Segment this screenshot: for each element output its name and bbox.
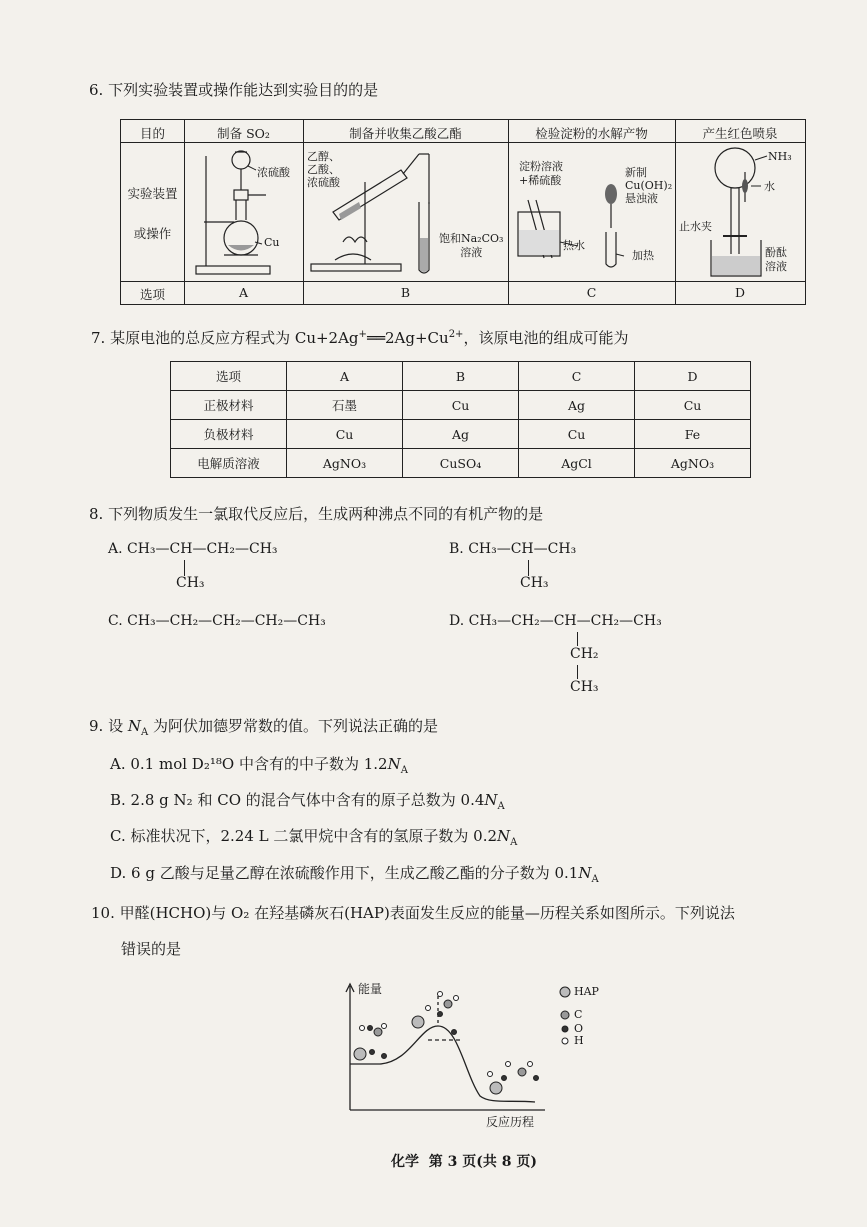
ester-solution-label: 溶液	[460, 246, 483, 259]
q9-option-d: D. 6 g 乙酸与足量乙醇在浓硫酸作用下，生成乙酸乙酯的分子数为 $0.1N_A$	[110, 864, 599, 885]
q10-stem-line1: 10. 甲醛(HCHO)与 O₂ 在羟基磷灰石(HAP)表面发生反应的能量—历程关系如图所示。下列说法	[91, 904, 735, 922]
q8-option-d-branch1: CH₂	[570, 646, 599, 662]
q6-header-b: 制备并收集乙酸乙酯	[349, 126, 462, 141]
table-row: 电解质溶液 AgNO₃ CuSO₄ AgCl AgNO₃	[171, 449, 751, 478]
q8-option-c: C. CH₃—CH₂—CH₂—CH₂—CH₃	[108, 613, 326, 629]
legend-o: O	[574, 1022, 584, 1035]
legend-h: H	[574, 1034, 584, 1047]
q6-table	[120, 119, 806, 305]
ester-reagent-3: 浓硫酸	[307, 176, 340, 189]
q6-row-label-2: 或操作	[133, 226, 172, 241]
q6-header-d: 产生红色喷泉	[702, 126, 778, 141]
q8-option-a-branch: CH₃	[176, 575, 205, 591]
q8-option-d: D. CH₃—CH₂—CH—CH₂—CH₃	[449, 613, 662, 629]
suspension-label: 悬浊液	[625, 192, 658, 205]
fresh-label: 新制	[625, 166, 647, 179]
clamp-label: 止水夹	[679, 220, 712, 233]
q8-stem: 8. 下列物质发生一氯取代反应后，生成两种沸点不同的有机产物的是	[89, 505, 544, 523]
phenolphthalein-label: 酚酞	[765, 246, 787, 259]
starch-solution-label: 淀粉溶液	[519, 160, 563, 173]
q8-option-a: A. CH₃—CH—CH₂—CH₃	[108, 541, 278, 557]
legend-symbols	[558, 978, 572, 1050]
so2-cu-label: Cu	[264, 236, 280, 249]
reaction-axis-label: 反应历程	[486, 1115, 535, 1129]
nh3-label: NH₃	[768, 150, 792, 163]
q6-option-c: C	[586, 285, 597, 300]
heating-label: 加热	[632, 249, 654, 262]
legend-hap: HAP	[574, 985, 599, 998]
q7-table	[170, 361, 751, 478]
table-row: 正极材料 石墨 Cu Ag Cu	[171, 391, 751, 420]
q8-option-b: B. CH₃—CH—CH₃	[449, 541, 577, 557]
q6-option-b: B	[400, 285, 411, 300]
cuoh2-label: Cu(OH)₂	[625, 179, 673, 192]
so2-acid-label: 浓硫酸	[257, 166, 290, 179]
q6-option-a: A	[238, 285, 249, 300]
q6-option-d: D	[734, 285, 746, 300]
page-footer: 化学 第 3 页(共 8 页)	[391, 1154, 537, 1170]
q6-options-label: 选项	[139, 287, 165, 302]
dilute-acid-label: +稀硫酸	[519, 174, 562, 187]
ester-reagent-1: 乙醇、	[307, 150, 340, 163]
q6-header-purpose: 目的	[139, 126, 165, 141]
q6-row-label-1: 实验装置	[127, 186, 178, 201]
energy-axis-label: 能量	[358, 982, 383, 996]
ester-reagent-2: 乙酸、	[307, 163, 340, 176]
q9-option-c: C. 标准状况下，2.24 L 二氯甲烷中含有的氢原子数为 $0.2N_A$	[110, 827, 518, 848]
q6-header-c: 检验淀粉的水解产物	[535, 126, 648, 141]
table-row: 负极材料 Cu Ag Cu Fe	[171, 420, 751, 449]
q10-stem-line2: 错误的是	[121, 940, 182, 958]
so2-apparatus-figure	[184, 142, 303, 281]
q9-option-a: A. 0.1 mol D₂¹⁸O 中含有的中子数为 $1.2N_A$	[110, 755, 408, 776]
ester-na2co3-label: 饱和Na₂CO₃	[439, 232, 504, 245]
table-row: 选项 A B C D	[171, 362, 751, 391]
q8-option-b-branch: CH₃	[520, 575, 549, 591]
q6-stem: 6. 下列实验装置或操作能达到实验目的的是	[89, 81, 379, 99]
q9-option-b: B. 2.8 g N₂ 和 CO 的混合气体中含有的原子总数为 $0.4N_A$	[110, 791, 505, 812]
q6-header-a: 制备 SO₂	[217, 126, 270, 141]
phenol-solution-label: 溶液	[765, 260, 787, 273]
hot-water-label: 热水	[563, 239, 585, 252]
q8-option-d-branch2: CH₃	[570, 679, 599, 695]
water-label: 水	[764, 180, 775, 193]
q9-stem: 9. 设 $N_A$ 为阿伏加德罗常数的值。下列说法正确的是	[89, 717, 438, 738]
legend-c: C	[574, 1008, 583, 1021]
q7-stem: 7. 某原电池的总反应方程式为 $Cu+2Ag^+══2Ag+Cu^{2+}$，该原电池的组成可能为	[91, 329, 629, 347]
